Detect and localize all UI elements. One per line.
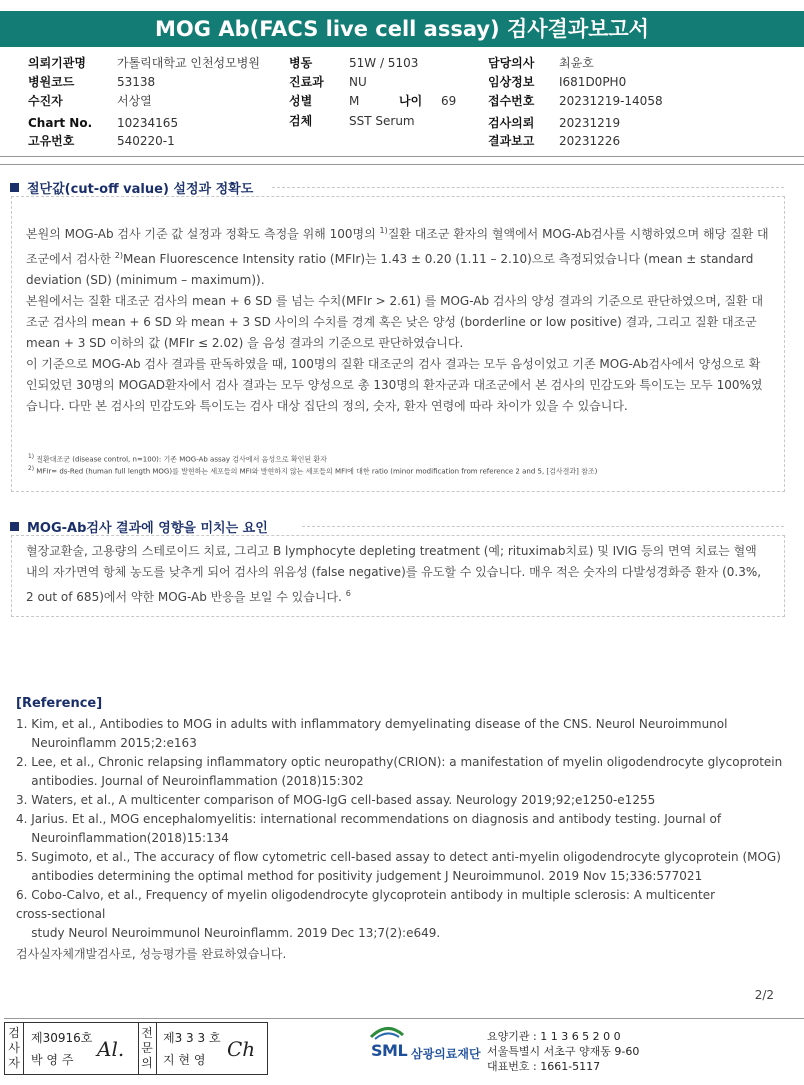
info-label: 고유번호 xyxy=(28,134,75,148)
reference-items xyxy=(16,715,786,943)
inspector-signature: Al. xyxy=(97,1037,125,1061)
contact-line: 요양기관 : 1 1 3 6 5 2 0 0 xyxy=(487,1030,621,1043)
info-value: 최윤호 xyxy=(559,56,594,70)
label-char: 검 xyxy=(8,1026,20,1040)
info-label: 결과보고 xyxy=(488,134,535,148)
reference-item: antibodies. Journal of Neuroinflammation (2018)15:302 xyxy=(16,774,364,788)
section-rule xyxy=(272,187,784,188)
reviewer-license: 제3 3 3 호 xyxy=(163,1031,221,1045)
footnote-text: MFIr= ds-Red (human full length MOG)를 발현하는 세포들의 MFI와 발현하지 않는 세포들의 MFI에 대한 ratio (minor modification from reference 2 and 5, [검사결과] 참조) xyxy=(36,467,598,476)
section-title-text: MOG-Ab검사 결과에 영향을 미치는 요인 xyxy=(27,521,268,536)
info-label: 접수번호 xyxy=(488,94,535,108)
reference-item: 3. Waters, et al., A multicenter comparison of MOG-IgG cell-based assay. Neurology 2019;92;e1250-e1255 xyxy=(16,793,656,807)
paragraph xyxy=(26,541,771,608)
info-label: 검체 xyxy=(289,114,313,128)
info-value: 20231219-14058 xyxy=(559,94,663,108)
reference-item: antibodies determining the optimal method for positivity judgement J Neuroimmunol. 2019 Nov 15;336:577021 xyxy=(16,869,703,883)
label-char: 문 xyxy=(141,1041,153,1055)
divider xyxy=(0,164,804,165)
info-value: 서상열 xyxy=(117,94,152,108)
info-value: M xyxy=(349,94,360,108)
reference-item: 5. Sugimoto, et al., The accuracy of flow cytometric cell-based assay to detect anti-myelin oligodendrocyte glycoprotein (MOG) xyxy=(16,850,781,864)
contact-info xyxy=(487,1029,639,1074)
page-number: 2/2 xyxy=(754,988,774,1002)
info-value: NU xyxy=(349,75,367,89)
logo-text: SML xyxy=(371,1041,408,1060)
info-value: I681D0PH0 xyxy=(559,75,627,89)
reference-title: [Reference] xyxy=(16,696,103,711)
age-label: 나이 xyxy=(399,94,423,108)
contact-line: 서울특별시 서초구 양재동 9-60 xyxy=(487,1045,640,1058)
info-label: 병동 xyxy=(289,56,313,70)
reviewer-label xyxy=(139,1026,155,1071)
info-value: 51W / 5103 xyxy=(349,56,419,70)
footnote-mark: 1) xyxy=(28,454,34,460)
reference-list xyxy=(16,696,786,964)
info-value: 540220-1 xyxy=(117,134,175,148)
reference-item: Neuroinflamm 2015;2:e163 xyxy=(16,736,197,750)
foundation-name: 삼광의료재단 xyxy=(411,1047,481,1061)
reviewer-name: 지 현 영 xyxy=(163,1053,206,1067)
info-label: 담당의사 xyxy=(488,56,535,70)
superscript: 2) xyxy=(114,251,123,260)
section-title-cutoff xyxy=(10,178,253,197)
info-value: 가톨릭대학교 인천성모병원 xyxy=(117,56,260,70)
factors-text xyxy=(26,541,771,608)
reference-item: Neuroinflammation(2018)15:134 xyxy=(16,831,229,845)
info-label: 임상정보 xyxy=(488,75,535,89)
paragraph xyxy=(26,220,771,291)
reference-item: study Neurol Neuroimmunol Neuroinflamm. 2019 Dec 13;7(2):e649. xyxy=(16,926,441,940)
info-label: 의뢰기관명 xyxy=(28,56,86,70)
divider xyxy=(0,156,804,157)
paragraph: 이 기준으로 MOG-Ab 검사 결과를 판독하였을 때, 100명의 질환 대조군의 검사 결과는 모두 음성이었고 기존 MOG-Ab검사에서 양성으로 확인되었던 30명의 MOGAD환자에서 검사 결과는 모두 양성으로 총 130명의 환자군과 대조군에서 본 검사의 민감도와 특이도는 모두 100%였습니다. 다만 본 검사의 민감도와 특이도는 검사 대상 집단의 정의, 숫자, 환자 연령에 따라 차이가 있을 수 있습니다. xyxy=(26,357,763,413)
info-value: SST Serum xyxy=(349,114,415,128)
text: 혈장교환술, 고용량의 스테로이드 치료, 그리고 B lymphocyte depleting treatment (예; rituximab치료) 및 IVIG 등의 면역 치료는 혈액 내의 자가면역 항체 농도를 낮추게 되어 검사의 위음성 (false negative)를 유도할 수 있습니다. 매우 적은 숫자의 다발성경화증 환자 (0.3%, 2 out of 685)에서 약한 MOG-Ab 반응을 보일 수 있습니다. xyxy=(26,544,762,604)
text: 질환 대조군 환자의 혈액에서 MOG-Ab검사를 시행하였으며 해당 질환 대조군에서 검사한 xyxy=(26,227,769,266)
section-title-factors xyxy=(10,517,268,536)
cutoff-text xyxy=(26,220,771,417)
reference-item: cross-sectional xyxy=(16,907,106,921)
info-label: 진료과 xyxy=(289,75,324,89)
label-char: 의 xyxy=(141,1056,153,1070)
section-rule xyxy=(302,526,784,527)
reviewer-signature: Ch xyxy=(227,1037,256,1061)
signature-box xyxy=(4,1022,268,1075)
info-label: Chart No. xyxy=(28,116,93,130)
contact-line: 대표번호 : 1661-5117 xyxy=(487,1060,601,1073)
info-label: 병원코드 xyxy=(28,75,75,89)
label-char: 사 xyxy=(8,1041,20,1055)
section-title-text: 절단값(cut-off value) 설정과 정확도 xyxy=(27,182,254,197)
paragraph: 본원에서는 질환 대조군 검사의 mean + 6 SD 를 넘는 수치(MFIr > 2.61) 를 MOG-Ab 검사의 양성 결과의 기준으로 판단하였으며, 질환 대조군 검사의 mean + 6 SD 와 mean + 3 SD 사이의 수치를 경계 혹은 낮은 양성 (borderline or low positive) 결과, 그리고 질환 대조군 mean + 3 SD 이하의 값 (MFIr ≤ 2.02) 을 음성 결과의 기준으로 판단하였습니다. xyxy=(26,294,764,350)
text: Mean Fluorescence Intensity ratio (MFIr)는 1.43 ± 0.20 (1.11 – 2.10)으로 측정되었습니다 (mean ± standard deviation (SD) (minimum – maximum)). xyxy=(26,252,754,287)
info-value: 20231226 xyxy=(559,134,621,148)
footer xyxy=(4,1018,804,1083)
info-value: 53138 xyxy=(117,75,156,89)
square-bullet-icon xyxy=(10,183,19,192)
footnote-text: 질환대조군 (disease control, n=100): 기존 MOG-Ab assay 검사에서 음성으로 확인된 환자 xyxy=(36,455,327,464)
info-value: 10234165 xyxy=(117,116,179,130)
label-char: 전 xyxy=(141,1026,153,1040)
report-title: MOG Ab(FACS live cell assay) 검사결과보고서 xyxy=(0,11,804,47)
footnote-mark: 2) xyxy=(28,466,34,472)
info-label: 검사의뢰 xyxy=(488,116,535,130)
label-char: 자 xyxy=(8,1056,20,1070)
superscript: 1) xyxy=(379,226,388,235)
age-value: 69 xyxy=(441,94,457,108)
info-value: 20231219 xyxy=(559,116,621,130)
square-bullet-icon xyxy=(10,522,19,531)
reference-item: 6. Cobo-Calvo, et al., Frequency of myelin oligodendrocyte glycoprotein antibody in multiple sclerosis: A multicenter xyxy=(16,888,716,902)
info-label: 수진자 xyxy=(28,94,63,108)
reference-item: 2. Lee, et al., Chronic relapsing inflammatory optic neuropathy(CRION): a manifestation of myelin oligodendrocyte glycoprotein xyxy=(16,755,783,769)
validation-note: 검사실자체개발검사로, 성능평가를 완료하였습니다. xyxy=(16,947,287,961)
inspector-license: 제30916호 xyxy=(31,1031,93,1045)
info-label: 성별 xyxy=(289,94,313,108)
reference-item: 4. Jarius. Et al., MOG encephalomyelitis: international recommendations on diagnosis and antibody testing. Journal of xyxy=(16,812,722,826)
inspector-label xyxy=(6,1026,22,1071)
inspector-name: 박 영 주 xyxy=(31,1053,74,1067)
text: 본원의 MOG-Ab 검사 기준 값 설정과 정확도 측정을 위해 100명의 xyxy=(26,227,380,241)
footnote-2 xyxy=(28,463,597,477)
reference-item: 1. Kim, et al., Antibodies to MOG in adults with inflammatory demyelinating disease of the CNS. Neurol Neuroimmunol xyxy=(16,717,728,731)
superscript: 6 xyxy=(345,589,351,598)
